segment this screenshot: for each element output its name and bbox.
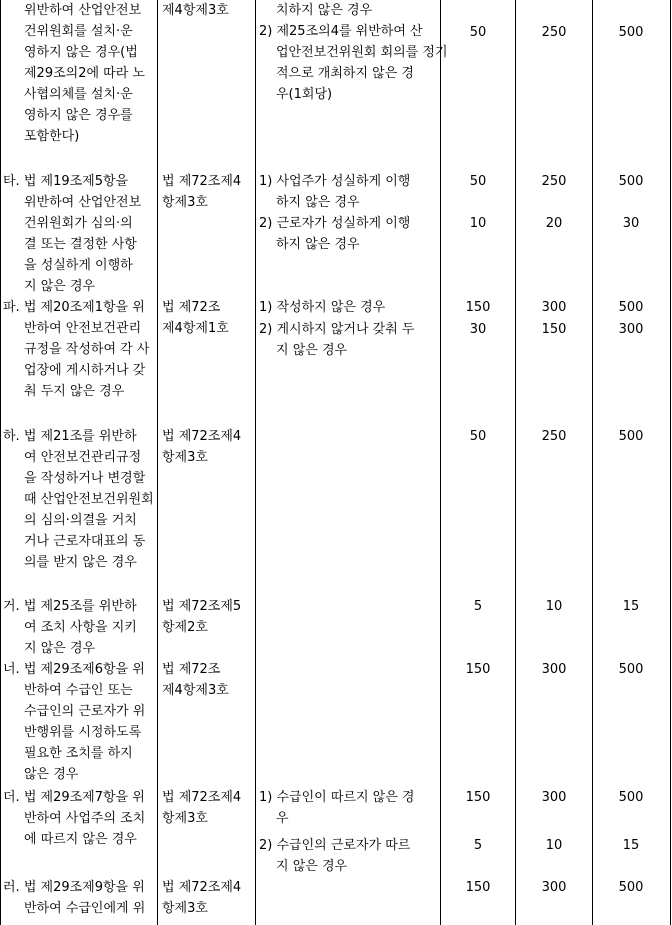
violation-text-line: 지 않은 경우	[24, 641, 96, 656]
violation-text-line: 건위원회를 설치·운	[24, 24, 133, 39]
fine-third-offense: 500	[618, 25, 644, 40]
violation-text-line: 규정을 작성하여 각 사	[24, 342, 150, 357]
fine-first-offense: 150	[465, 880, 491, 895]
violation-text-line: 반하여 사업주의 조치	[24, 811, 146, 826]
detail-text-line: 하지 않은 경우	[276, 195, 360, 210]
fine-second-offense: 300	[541, 790, 567, 805]
detail-text-line: 우	[276, 811, 289, 826]
detail-text-line: 1) 수급인이 따르지 않은 경	[259, 790, 415, 805]
legal-basis-line: 법 제72조제4	[162, 790, 242, 805]
legal-basis-line: 항제3호	[162, 450, 208, 465]
fine-first-offense: 150	[465, 662, 491, 677]
legal-basis-line: 항제3호	[162, 811, 208, 826]
legal-basis-line: 법 제72조제4	[162, 174, 242, 189]
violation-text-line: 필요한 조치를 하지	[24, 746, 133, 761]
fine-first-offense: 50	[469, 174, 487, 189]
table-border-left	[0, 0, 1, 925]
violation-text-line: 건위원회가 심의·의	[24, 216, 133, 231]
violation-text-line: 반하여 수급인 또는	[24, 683, 133, 698]
fine-third-offense: 500	[618, 662, 644, 677]
fine-third-offense: 500	[618, 174, 644, 189]
violation-text-line: 의 심의·의결을 거치	[24, 513, 137, 528]
fine-third-offense: 500	[618, 880, 644, 895]
fine-first-offense: 50	[469, 429, 487, 444]
legal-basis-line: 법 제72조	[162, 662, 221, 677]
detail-text-line: 1) 사업주가 성실하게 이행	[259, 174, 411, 189]
legal-basis-line: 법 제72조제4	[162, 429, 242, 444]
detail-text-line: 하지 않은 경우	[276, 237, 360, 252]
detail-text-line: 업안전보건위원회 회의를 정기	[276, 45, 448, 60]
violation-text-line: 에 따르지 않은 경우	[24, 832, 137, 847]
detail-text-line: 2) 제25조의4를 위반하여 산	[259, 24, 423, 39]
violation-text-line: 포함한다)	[24, 129, 80, 144]
fine-third-offense: 15	[622, 599, 640, 614]
fine-third-offense: 500	[618, 790, 644, 805]
detail-text-line: 치하지 않은 경우	[276, 3, 373, 18]
violation-text-line: 수급인의 근로자가 위	[24, 704, 146, 719]
fine-second-offense: 10	[545, 599, 563, 614]
fine-first-offense: 150	[465, 790, 491, 805]
fine-second-offense: 250	[541, 174, 567, 189]
violation-text-line: 영하지 않은 경우(법	[24, 45, 138, 60]
violation-text-line: 너. 법 제29조제6항을 위	[3, 662, 145, 677]
fine-second-offense: 150	[541, 322, 567, 337]
fine-first-offense: 10	[469, 216, 487, 231]
fine-second-offense: 300	[541, 662, 567, 677]
violation-text-line: 영하지 않은 경우를	[24, 108, 133, 123]
violation-text-line: 타. 법 제19조제5항을	[3, 174, 129, 189]
legal-basis-line: 제4항제3호	[162, 683, 229, 698]
fine-third-offense: 15	[622, 838, 640, 853]
detail-text-line: 1) 작성하지 않은 경우	[259, 300, 386, 315]
detail-text-line: 지 않은 경우	[276, 859, 348, 874]
legal-basis-line: 법 제72조	[162, 300, 221, 315]
fine-first-offense: 30	[469, 322, 487, 337]
violation-text-line: 때 산업안전보건위원회	[24, 492, 154, 507]
violation-text-line: 여 조치 사항을 지키	[24, 620, 137, 635]
legal-basis-line: 항제3호	[162, 195, 208, 210]
violation-text-line: 결 또는 결정한 사항	[24, 237, 137, 252]
violation-text-line: 거. 법 제25조를 위반하	[3, 599, 137, 614]
violation-text-line: 파. 법 제20조제1항을 위	[3, 300, 145, 315]
violation-text-line: 의를 받지 않은 경우	[24, 555, 137, 570]
violation-text-line: 더. 법 제29조제7항을 위	[3, 790, 145, 805]
fine-second-offense: 300	[541, 300, 567, 315]
fine-first-offense: 5	[473, 599, 483, 614]
violation-text-line: 않은 경우	[24, 767, 79, 782]
violation-text-line: 반행위를 시정하도록	[24, 725, 142, 740]
violation-text-line: 위반하여 산업안전보	[24, 3, 142, 18]
violation-text-line: 여 안전보건관리규정	[24, 450, 142, 465]
fine-third-offense: 30	[622, 216, 640, 231]
violation-text-line: 거나 근로자대표의 동	[24, 534, 146, 549]
legal-basis-line: 제4항제1호	[162, 321, 229, 336]
column-divider	[255, 0, 256, 925]
fine-third-offense: 500	[618, 429, 644, 444]
violation-text-line: 반하여 수급인에게 위	[24, 901, 146, 916]
violation-text-line: 반하여 안전보건관리	[24, 321, 142, 336]
violation-text-line: 지 않은 경우	[24, 279, 96, 294]
fine-second-offense: 300	[541, 880, 567, 895]
column-divider	[157, 0, 158, 925]
fine-first-offense: 5	[473, 838, 483, 853]
violation-text-line: 춰 두지 않은 경우	[24, 384, 125, 399]
violation-text-line: 제29조의2에 따라 노	[24, 66, 145, 81]
detail-text-line: 2) 게시하지 않거나 갖춰 두	[259, 322, 415, 337]
fine-second-offense: 10	[545, 838, 563, 853]
violation-text-line: 위반하여 산업안전보	[24, 195, 142, 210]
fine-second-offense: 250	[541, 25, 567, 40]
violation-text-line: 하. 법 제21조를 위반하	[3, 429, 137, 444]
fine-first-offense: 150	[465, 300, 491, 315]
violation-text-line: 사협의체를 설치·운	[24, 87, 133, 102]
legal-basis-line: 항제2호	[162, 620, 208, 635]
detail-text-line: 2) 근로자가 성실하게 이행	[259, 216, 411, 231]
legal-basis-line: 법 제72조제5	[162, 599, 242, 614]
violation-text-line: 을 성실하게 이행하	[24, 258, 133, 273]
detail-text-line: 2) 수급인의 근로자가 따르	[259, 838, 411, 853]
detail-text-line: 우(1회당)	[276, 87, 333, 102]
violation-text-line: 러. 법 제29조제9항을 위	[3, 880, 145, 895]
legal-basis-line: 항제3호	[162, 901, 208, 916]
fine-third-offense: 300	[618, 322, 644, 337]
fine-third-offense: 500	[618, 300, 644, 315]
legal-basis-line: 법 제72조제4	[162, 880, 242, 895]
fine-first-offense: 50	[469, 25, 487, 40]
fine-second-offense: 250	[541, 429, 567, 444]
fine-second-offense: 20	[545, 216, 563, 231]
violation-text-line: 업장에 게시하거나 갖	[24, 363, 146, 378]
violation-text-line: 을 작성하거나 변경할	[24, 471, 146, 486]
detail-text-line: 적으로 개최하지 않은 경	[276, 66, 414, 81]
legal-basis-line: 제4항제3호	[162, 3, 229, 18]
detail-text-line: 지 않은 경우	[276, 343, 348, 358]
